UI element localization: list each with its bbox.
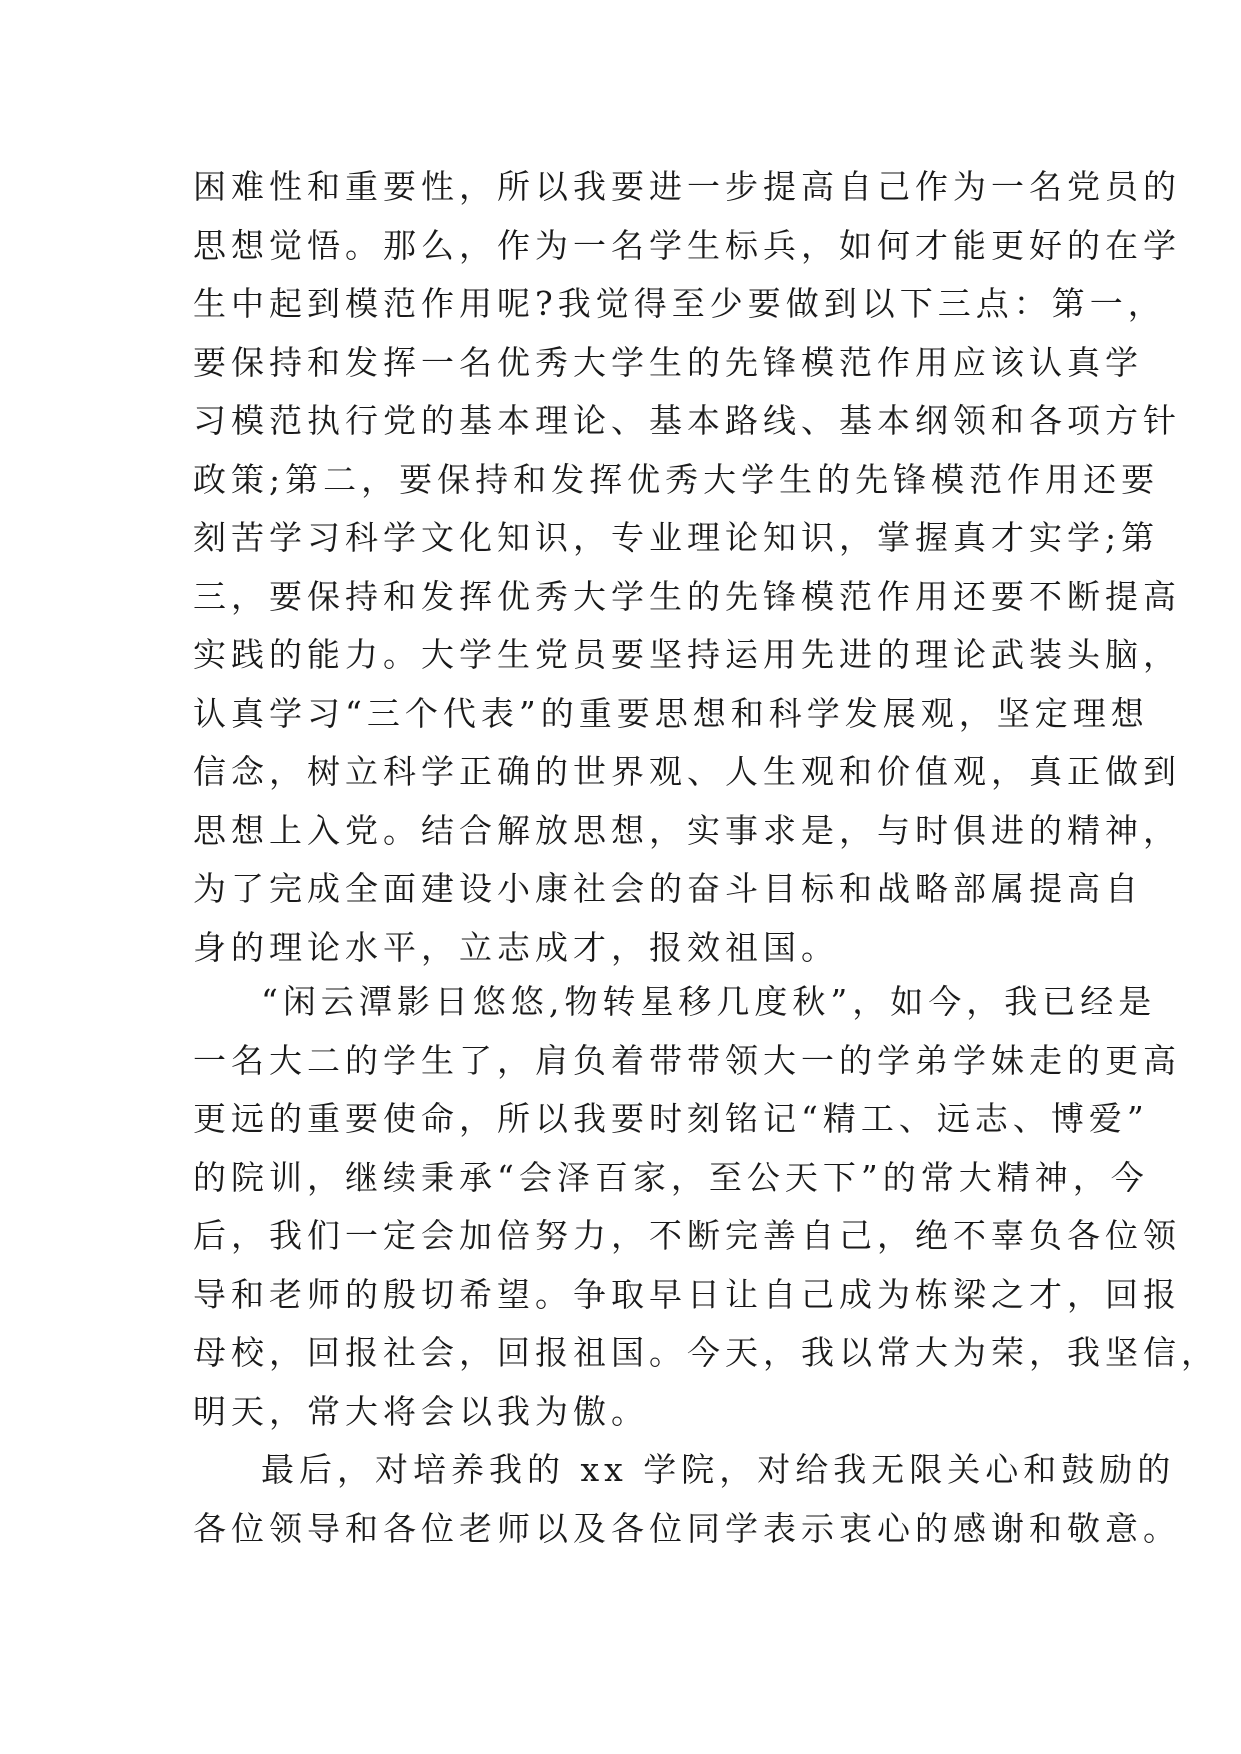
text-line: 一名大二的学生了，肩负着带带领大一的学弟学妹走的更高 [193,1040,1181,1080]
text-line: 导和老师的殷切希望。争取早日让自己成为栋梁之才，回报 [193,1274,1181,1314]
text-line: 困难性和重要性，所以我要进一步提高自己作为一名党员的 [193,167,1181,206]
text-line: 明天，常大将会以我为傲。 [193,1391,649,1431]
text-line: 三，要保持和发挥优秀大学生的先锋模范作用还要不断提高 [193,576,1181,616]
text-line: 政策;第二，要保持和发挥优秀大学生的先锋模范作用还要 [193,459,1160,499]
text-line: 后，我们一定会加倍努力，不断完善自己，绝不辜负各位领 [193,1216,1181,1255]
text-line: 的院训，继续秉承“会泽百家，至公天下”的常大精神，今 [193,1157,1149,1197]
text-line: 思想上入党。结合解放思想，实事求是，与时俱进的精神， [193,810,1181,850]
text-line: 刻苦学习科学文化知识，专业理论知识，掌握真才实学;第 [193,518,1160,557]
text-line: 身的理论水平，立志成才，报效祖国。 [193,927,839,967]
text-line: 生中起到模范作用呢?我觉得至少要做到以下三点：第一， [193,284,1166,323]
text-line: 为了完成全面建设小康社会的奋斗目标和战略部属提高自 [193,869,1143,908]
text-line: 实践的能力。大学生党员要坚持运用先进的理论武装头脑， [193,635,1181,674]
paragraph-2 [193,973,1219,1441]
paragraph-1 [193,158,1181,977]
text-line: 习模范执行党的基本理论、基本路线、基本纲领和各项方针 [193,401,1181,440]
paragraph-3 [193,1441,1181,1558]
text-line: 认真学习“三个代表”的重要思想和科学发展观，坚定理想 [193,693,1149,733]
text-line: 最后，对培养我的 xx 学院，对给我无限关心和鼓励的 [261,1450,1176,1489]
text-line: 各位领导和各位老师以及各位同学表示衷心的感谢和敬意。 [193,1508,1181,1548]
text-line: “闲云潭影日悠悠,物转星移几度秋”，如今，我已经是 [261,982,1157,1021]
text-line: 母校，回报社会，回报祖国。今天，我以常大为荣，我坚信， [193,1333,1219,1372]
text-line: 更远的重要使命，所以我要时刻铭记“精工、远志、博爱” [193,1099,1149,1138]
text-line: 信念，树立科学正确的世界观、人生观和价值观，真正做到 [193,752,1181,791]
text-line: 要保持和发挥一名优秀大学生的先锋模范作用应该认真学 [193,342,1143,382]
text-line: 思想觉悟。那么，作为一名学生标兵，如何才能更好的在学 [193,225,1181,265]
